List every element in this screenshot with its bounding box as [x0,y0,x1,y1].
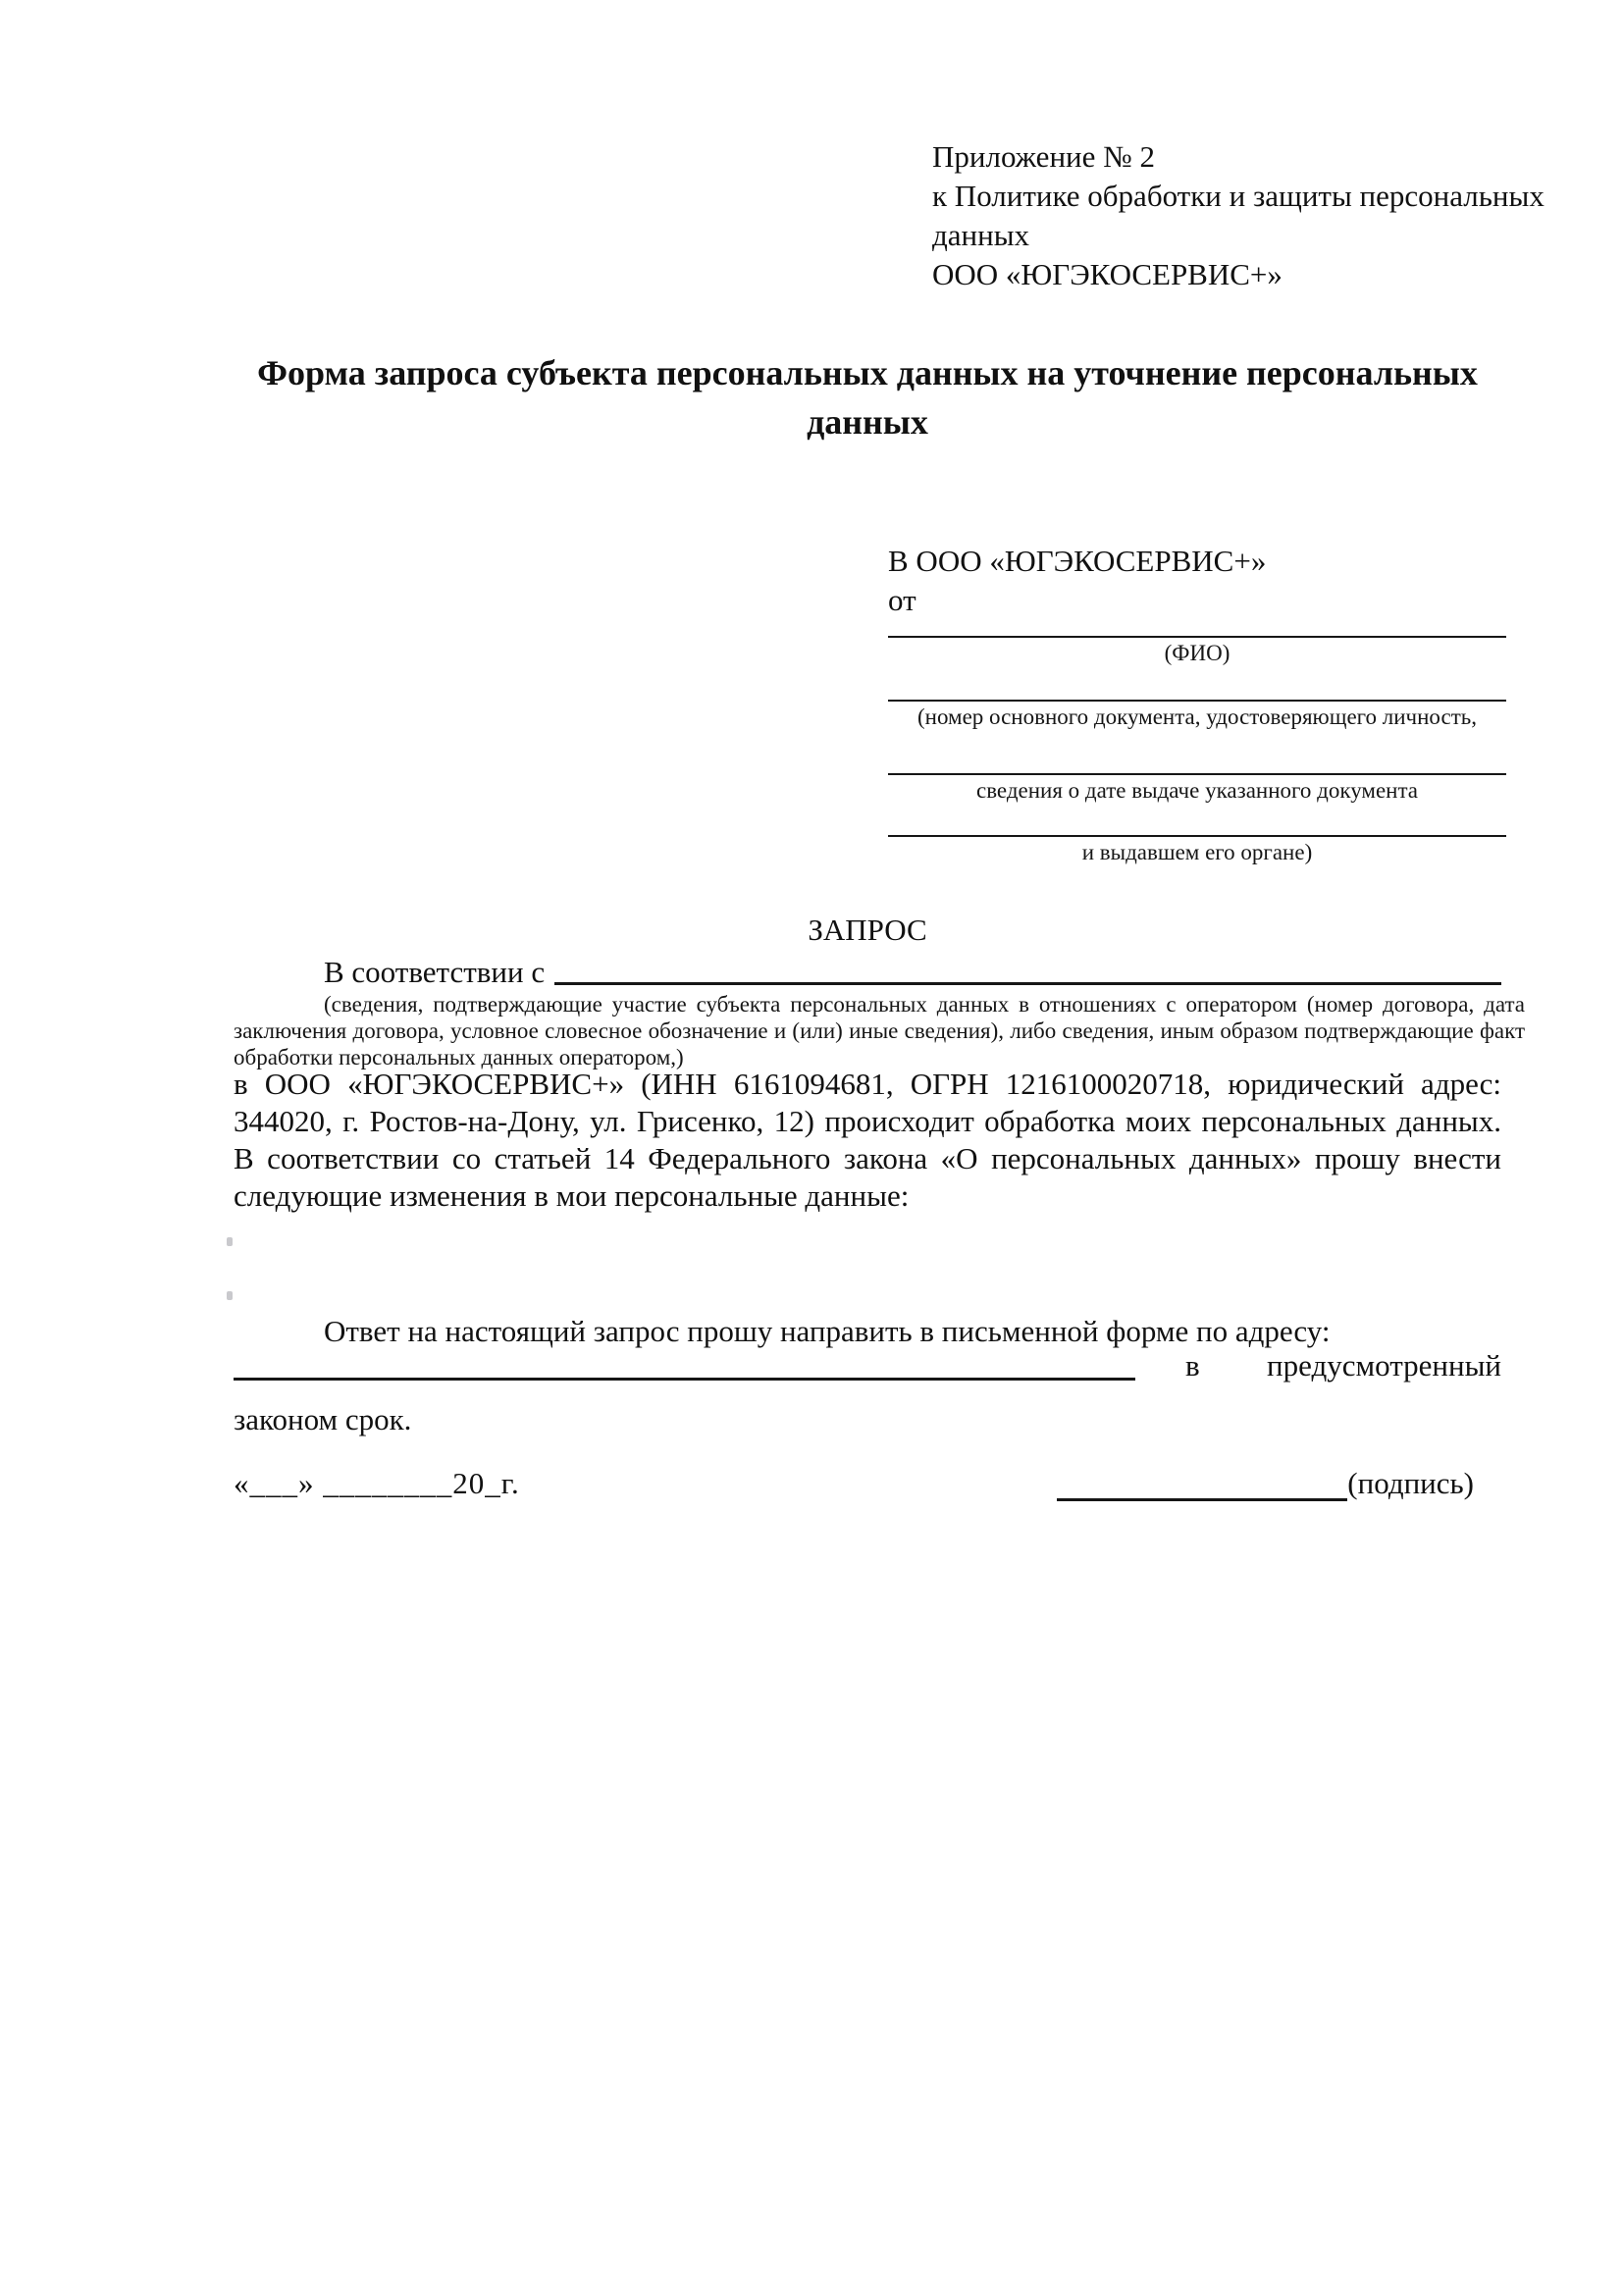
faint-dot-marker [227,1291,233,1300]
reply-address-row [234,1344,1501,1385]
accordance-row [234,948,1501,991]
document-issue-date-caption: сведения о дате выдаче указанного документа [975,778,1419,803]
reply-paragraph: Ответ на настоящий запрос прошу направить в письменной форме по адресу: [324,1314,1331,1348]
appendix-header-block [932,137,1544,294]
accordance-blank-line [554,982,1501,985]
appendix-header-line-3: данных [932,218,1030,252]
addressee-from-label: от [888,583,916,617]
reply-address-blank-line [234,1378,1135,1381]
date-signature-row [234,1462,1501,1505]
addressee-block [888,542,1506,865]
reply-word-stipulated: предусмотренный [1267,1348,1501,1383]
signature-group [1057,1466,1474,1501]
issuing-authority-blank-line [888,804,1506,837]
issuing-authority-caption: и выдавшем его органе) [1081,840,1313,864]
reply-word-in: в [1185,1348,1200,1383]
fio-blank-line [888,620,1506,638]
request-heading: ЗАПРОС [808,913,927,947]
appendix-header-line-4: ООО «ЮГЭКОСЕРВИС+» [932,257,1283,291]
appendix-header-line-1: Приложение № 2 [932,139,1155,174]
signature-blank-line [1057,1469,1347,1501]
document-number-caption: (номер основного документа, удостоверяющего личность, [916,704,1477,729]
body-paragraph: в ООО «ЮГЭКОСЕРВИС+» (ИНН 6161094681, ОГРН 1216100020718, юридический адрес: 344020, г. Ростов-на-Дону, ул. Грисенко, 12) происходит обработка моих персональных данных. В соответствии со статьей 14 Федерального закона «О персональных данных» прошу внести следующие изменения в мои персональные данные: [234,1067,1501,1213]
date-blank: «___» ________20_г. [234,1466,520,1500]
appendix-header-line-2: к Политике обработки и защиты персональных [932,179,1544,213]
accordance-label: В соответствии с [324,955,546,989]
signature-caption: (подпись) [1347,1466,1474,1500]
law-term-line: законом срок. [234,1402,412,1436]
clarification-note: (сведения, подтверждающие участие субъекта персональных данных в отношениях с оператором (номер договора, дата заключения договора, условное словесное обозначение и (или) иные сведения), либо сведения, иным образом подтверждающие факт обработки персональных данных оператором,) [234,992,1525,1070]
fio-caption: (ФИО) [1164,641,1230,665]
faint-dot-marker [227,1237,233,1246]
document-number-blank-line [888,666,1506,702]
page-title: Форма запроса субъекта персональных данных на уточнение персональных данных [257,353,1478,442]
document-issue-date-blank-line [888,730,1506,775]
addressee-organization: В ООО «ЮГЭКОСЕРВИС+» [888,544,1267,578]
